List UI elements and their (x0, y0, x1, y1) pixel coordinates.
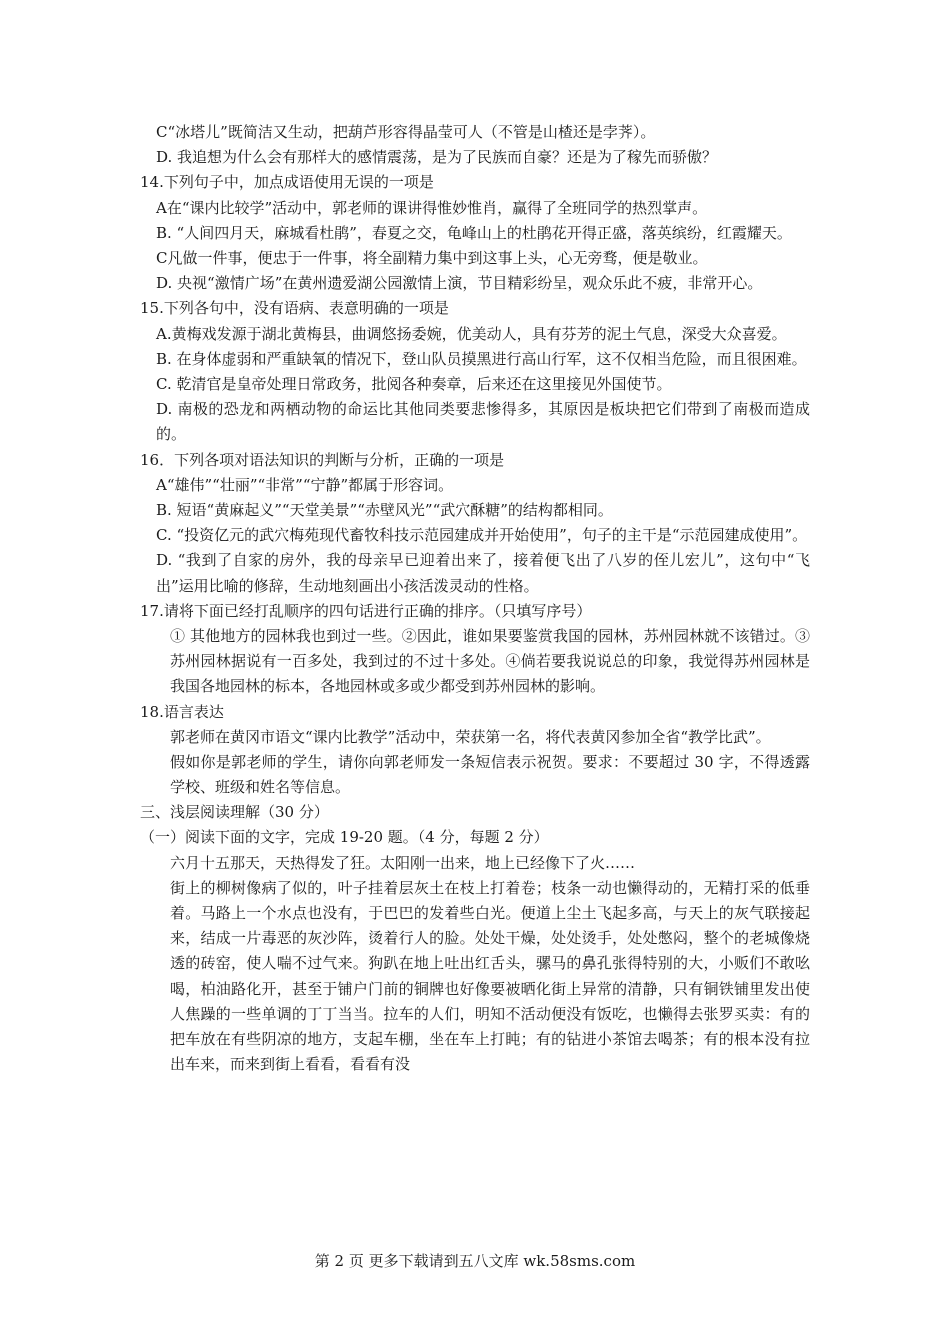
q14-option-b: B. “人间四月天，麻城看杜鹃”，春夏之交，龟峰山上的杜鹃花开得正盛，落英缤纷，红霞耀天。 (156, 223, 792, 242)
q14-option-a: A在“课内比较学”活动中，郭老师的课讲得惟妙惟肖，赢得了全班同学的热烈掌声。 (156, 198, 708, 217)
q16-option-a: A“雄伟”“壮丽”“非常”“宁静”都属于形容词。 (156, 475, 454, 494)
q17-body: ① 其他地方的园林我也到过一些。②因此，谁如果要鉴赏我国的园林，苏州园林就不该错过。③苏州园林据说有一百多处，我到过的不过十多处。④倘若要我说说总的印象，我觉得苏州园林是我国各地园林的标本，各地园林或多或少都受到苏州园林的影响。 (170, 626, 810, 696)
q15-option-d: D. 南极的恐龙和两栖动物的命运比其他同类要悲惨得多，其原因是板块把它们带到了南极而造成的。 (156, 400, 810, 444)
question-16: 16．下列各项对语法知识的判断与分析，正确的一项是 (140, 450, 505, 469)
q15-option-b: B. 在身体虚弱和严重缺氧的情况下，登山队员摸黑进行高山行军，这不仅相当危险，而且很困难。 (156, 349, 807, 368)
reading-paragraph-1: 六月十五那天，天热得发了狂。太阳刚一出来，地上已经像下了火…… (170, 853, 636, 872)
q16-option-b: B. 短语“黄麻起义”“天堂美景”“赤壁风光”“武穴酥糖”的结构都相同。 (156, 500, 613, 519)
q14-option-c: C凡做一件事，便忠于一件事，将全副精力集中到这事上头，心无旁骛，便是敬业。 (156, 248, 708, 267)
q15-option-c: C. 乾清官是皇帝处理日常政务，批阅各种奏章，后来还在这里接见外国使节。 (156, 374, 672, 393)
document-body (140, 120, 810, 1077)
q16-option-d: D. “我到了自家的房外，我的母亲早已迎着出来了，接着便飞出了八岁的侄儿宏儿”，这句中“飞出”运用比喻的修辞，生动地刻画出小孩活泼灵动的性格。 (156, 551, 810, 595)
question-17: 17.请将下面已经打乱顺序的四句话进行正确的排序。（只填写序号） (140, 601, 592, 620)
question-18: 18.语言表达 (140, 702, 224, 721)
q18-paragraph-1: 郭老师在黄冈市语文“课内比教学”活动中，荣获第一名，将代表黄冈参加全省“教学比武”。 (170, 727, 771, 746)
q13-option-c: C“冰塔儿”既简洁又生动，把葫芦形容得晶莹可人（不管是山楂还是孛荠）。 (156, 123, 656, 141)
q18-paragraph-2: 假如你是郭老师的学生，请你向郭老师发一条短信表示祝贺。要求：不要超过 30 字，不得透露学校、班级和姓名等信息。 (170, 752, 810, 797)
q15-option-a: A.黄梅戏发源于湖北黄梅县，曲调悠扬委婉，优美动人，具有芬芳的泥土气息，深受大众喜爱。 (156, 324, 787, 343)
q14-option-d: D. 央视“激情广场”在黄州遗爱湖公园激情上演，节目精彩纷呈，观众乐此不疲，非常开心。 (156, 274, 763, 293)
reading-paragraph-2: 街上的柳树像病了似的，叶子挂着层灰土在枝上打着卷；枝条一动也懒得动的，无精打采的低垂着。马路上一个水点也没有，于巴巴的发着些白光。便道上尘土飞起多高，与天上的灰气联接起来，结成一片毒恶的灰沙阵，烫着行人的脸。处处干燥，处处烫手，处处憋闷，整个的老城像烧透的砖窑，使人喘不过气来。狗趴在地上吐出红舌头，骡马的鼻孔张得特别的大，小贩们不敢吆喝，柏油路化开，甚至于铺户门前的铜牌也好像要被晒化街上异常的清静，只有铜铁铺里发出使人焦躁的一些单调的丁丁当当。拉车的人们，明知不活动便没有饭吃，也懒得去张罗买卖：有的把车放在有些阴凉的地方，支起车棚，坐在车上打盹；有的钻进小茶馆去喝茶；有的根本没有拉出车来，而来到街上看看，看看有没 (170, 878, 810, 1074)
q16-option-c: C. “投资亿元的武穴梅苑现代畜牧科技示范园建成并开始使用”，句子的主干是“示范园建成使用”。 (156, 526, 808, 545)
section-3-heading: 三、浅层阅读理解（30 分） (140, 803, 329, 822)
subsection-1-heading: （一）阅读下面的文字，完成 19-20 题。（4 分，每题 2 分） (140, 828, 549, 847)
page-footer: 第 2 页 更多下载请到五八文库 wk.58sms.com (314, 1252, 636, 1270)
question-15: 15.下列各句中，没有语病、表意明确的一项是 (140, 299, 449, 318)
question-14: 14.下列句子中，加点成语使用无误的一项是 (140, 173, 434, 192)
q13-option-d: D. 我追想为什么会有那样大的感情震荡，是为了民族而自豪？还是为了稼先而骄傲？ (156, 148, 718, 167)
